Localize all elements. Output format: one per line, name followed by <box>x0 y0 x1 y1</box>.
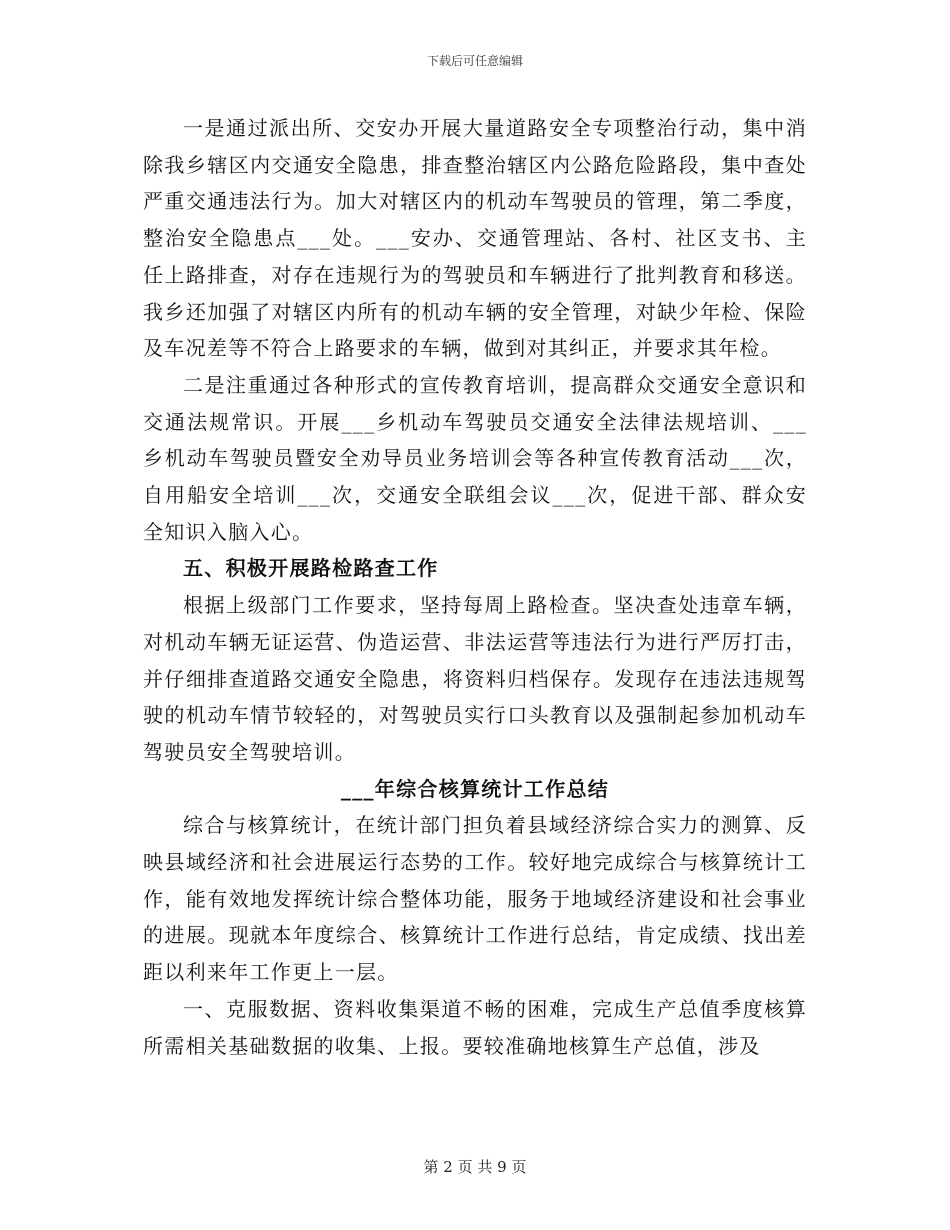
page-header: 下载后可任意编辑 <box>426 54 523 68</box>
paragraph-summary-intro: 综合与核算统计，在统计部门担负着县域经济综合实力的测算、反映县域经济和社会进展运行态势的工作。较好地完成综合与核算统计工作，能有效地发挥统计综合整体功能，服务于地域经济建设和社会事业的进展。现就本年度综合、核算统计工作进行总结，肯定成绩、找出差距以利来年工作更上一层。 <box>143 813 807 985</box>
paragraph-data-collection: 一、克服数据、资料收集渠道不畅的困难，完成生产总值季度核算所需相关基础数据的收集、上报。要较准确地核算生产总值，涉及 <box>143 996 807 1058</box>
paragraph-road-inspection: 根据上级部门工作要求，坚持每周上路检查。坚决查处违章车辆，对机动车辆无证运营、伪造运营、非法运营等违法行为进行严厉打击，并仔细排查道路交通安全隐患，将资料归档保存。发现存在违法违规驾驶的机动车情节较轻的，对驾驶员实行口头教育以及强制起参加机动车驾驶员安全驾驶培训。 <box>143 593 807 764</box>
paragraph-traffic-rectification: 一是通过派出所、交安办开展大量道路安全专项整治行动，集中消除我乡辖区内交通安全隐患，排查整治辖区内公路危险路段，集中查处严重交通违法行为。加大对辖区内的机动车驾驶员的管理，第二季度，整治安全隐患点___处。___安办、交通管理站、各村、社区支书、主任上路排查，对存在违规行为的驾驶员和车辆进行了批判教育和移送。我乡还加强了对辖区内所有的机动车辆的安全管理，对缺少年检、保险及车况差等不符合上路要求的车辆，做到对其纠正，并要求其年检。 <box>143 116 807 361</box>
document-title: ___年综合核算统计工作总结 <box>340 776 610 801</box>
paragraph-safety-education: 二是注重通过各种形式的宣传教育培训，提高群众交通安全意识和交通法规常识。开展___乡机动车驾驶员交通安全法律法规培训、___乡机动车驾驶员暨安全劝导员业务培训会等各种宣传教育活动___次，自用船安全培训___次，交通安全联组会议___次，促进干部、群众安全知识入脑入心。 <box>143 372 807 544</box>
document-body <box>143 110 807 1064</box>
section-heading-road-inspection: 五、积极开展路检路查工作 <box>183 556 439 581</box>
page-number: 第 2 页 共 9 页 <box>423 1158 527 1176</box>
